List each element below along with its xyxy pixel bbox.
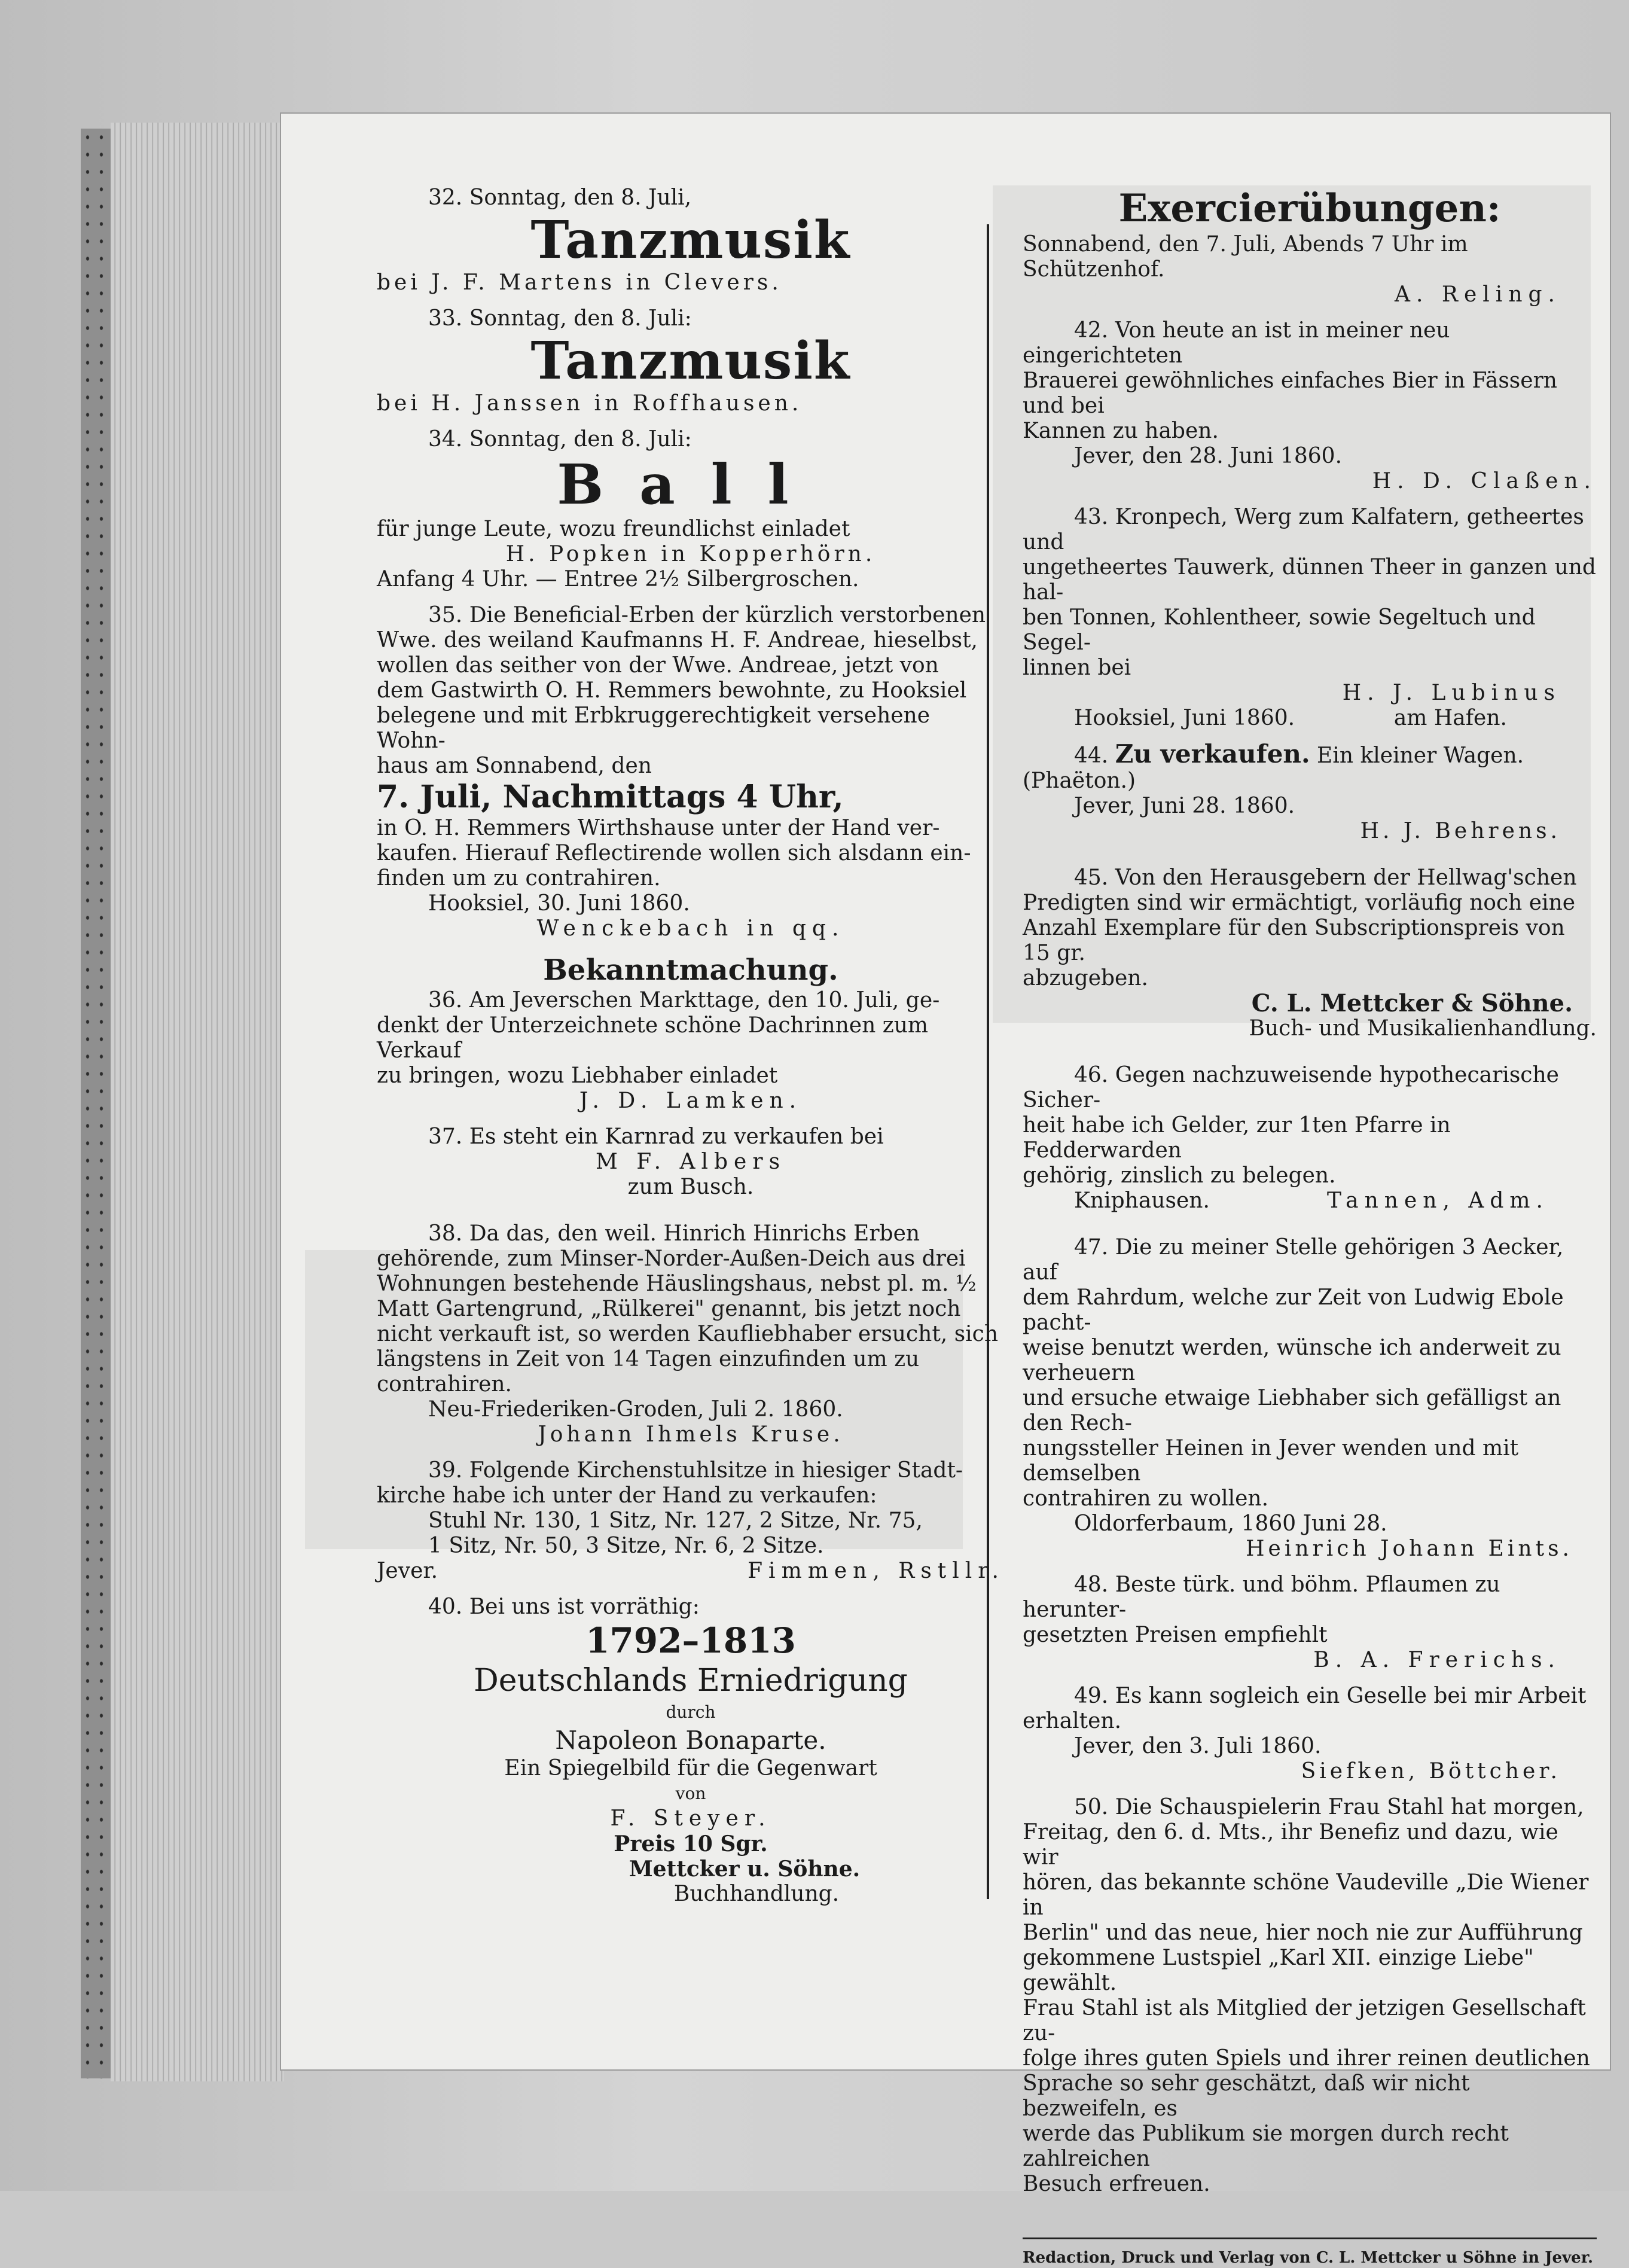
ad-line: werde das Publikum sie morgen durch recht zahlreichen	[1023, 2121, 1509, 2171]
ad-title: Bekanntmachung.	[543, 953, 838, 987]
ad-signature: Fimmen, Rstllr.	[748, 1559, 1005, 1583]
book-title: Deutschlands Erniedrigung	[474, 1663, 908, 1699]
ad-line: kaufen. Hierauf Reflectirende wollen sich alsdann ein-	[377, 841, 971, 865]
ad-place: am Hafen.	[1393, 706, 1507, 730]
ad-32	[377, 185, 1005, 295]
ad-line: H. Popken in Kopperhörn.	[505, 542, 876, 566]
ad-42	[1023, 318, 1597, 494]
ad-45	[1023, 865, 1597, 1041]
ad-line: gehörende, zum Minser-Norder-Außen-Deich aus drei	[377, 1246, 966, 1271]
ad-line: von	[675, 1784, 706, 1803]
ad-title: Tanzmusik	[530, 331, 851, 391]
ad-line: für junge Leute, wozu freundlichst einladet	[377, 517, 850, 541]
ad-line: 46. Gegen nachzuweisende hypothecarische Sicher-	[1023, 1063, 1559, 1112]
ad-36	[377, 952, 1005, 1114]
ad-place: Kniphausen.	[1074, 1188, 1210, 1213]
ad-line: Kannen zu haben.	[1023, 419, 1219, 443]
ad-signature: H. J. Lubinus	[1342, 681, 1561, 705]
ad-line: durch	[666, 1702, 716, 1722]
ad-line: und ersuche etwaige Liebhaber sich gefälligst an den Rech-	[1023, 1386, 1561, 1435]
ad-signature: Siefken, Böttcher.	[1301, 1759, 1561, 1784]
ad-place: Jever, den 28. Juni 1860.	[1074, 444, 1343, 468]
ad-line: linnen bei	[1023, 656, 1131, 680]
ad-33	[377, 306, 1005, 416]
ad-line: 45. Von den Herausgebern der Hellwag'schen	[1074, 865, 1577, 890]
ad-title: Tanzmusik	[530, 210, 851, 270]
ad-line: 47. Die zu meiner Stelle gehörigen 3 Aecker, auf	[1023, 1235, 1564, 1285]
ad-place: Jever, den 3. Juli 1860.	[1074, 1734, 1322, 1758]
ad-number: 44.	[1074, 743, 1109, 768]
ad-48	[1023, 1572, 1597, 1673]
ad-line: erhalten.	[1023, 1709, 1122, 1733]
ad-line: Sonnabend, den 7. Juli, Abends 7 Uhr im Schützenhof.	[1023, 232, 1468, 282]
ad-signature: A. Reling.	[1395, 282, 1561, 307]
newspaper-page	[281, 114, 1610, 2267]
ad-line: Besuch erfreuen.	[1023, 2172, 1210, 2196]
ad-signature: Johann Ihmels Kruse.	[538, 1422, 844, 1447]
ad-line: dem Rahrdum, welche zur Zeit von Ludwig Ebole pacht-	[1023, 1285, 1564, 1335]
ad-line: 50. Die Schauspielerin Frau Stahl hat morgen,	[1074, 1795, 1584, 1819]
ad-39	[377, 1458, 1005, 1584]
ad-47	[1023, 1235, 1597, 1562]
ad-38	[377, 1221, 1005, 1447]
right-column	[1023, 185, 1597, 2268]
ad-line: zu bringen, wozu Liebhaber einladet	[377, 1063, 778, 1088]
ad-line: bei J. F. Martens in Clevers.	[377, 270, 782, 295]
ad-signature: Buchhandlung.	[673, 1882, 840, 1906]
ad-40	[377, 1595, 1005, 1907]
ad-place: Neu-Friederiken-Groden, Juli 2. 1860.	[428, 1397, 843, 1422]
ad-line: Anfang 4 Uhr. — Entree 2½ Silbergroschen.	[377, 567, 859, 592]
ad-line: 35. Die Beneficial-Erben der kürzlich verstorbenen	[428, 603, 986, 627]
ad-line: 49. Es kann sogleich ein Geselle bei mir Arbeit	[1074, 1684, 1587, 1708]
ad-line: Buch- und Musikalienhandlung.	[1249, 1016, 1597, 1041]
ad-signature: Heinrich Johann Eints.	[1246, 1537, 1573, 1561]
ad-place: Jever, Juni 28. 1860.	[1074, 794, 1295, 818]
page-stack	[111, 123, 284, 2081]
ad-line: Wwe. des weiland Kaufmanns H. F. Andreae, hieselbst,	[377, 628, 978, 653]
ad-signature: C. L. Mettcker & Söhne.	[1251, 989, 1573, 1017]
ad-line: 1 Sitz, Nr. 50, 3 Sitze, Nr. 6, 2 Sitze.	[428, 1534, 824, 1558]
ad-line: belegene und mit Erbkruggerechtigkeit versehene Wohn-	[377, 703, 931, 753]
ad-title: Exercierübungen:	[1118, 186, 1501, 231]
ad-line: 32. Sonntag, den 8. Juli,	[428, 185, 692, 210]
ad-line: weise benutzt werden, wünsche ich anderweit zu verheuern	[1023, 1336, 1561, 1385]
ad-50	[1023, 1795, 1597, 2197]
ad-line: 38. Da das, den weil. Hinrich Hinrichs Erben	[428, 1221, 920, 1246]
ad-line: Freitag, den 6. d. Mts., ihr Benefiz und dazu, wie wir	[1023, 1820, 1558, 1870]
ad-line: 43. Kronpech, Werg zum Kalfatern, getheertes und	[1023, 505, 1584, 554]
ad-37	[377, 1124, 1005, 1200]
ad-signature: J. D. Lamken.	[579, 1089, 803, 1113]
ad-place: Jever.	[377, 1559, 438, 1583]
ad-line: 42. Von heute an ist in meiner neu eingerichteten	[1023, 318, 1450, 368]
ad-line: nicht verkauft ist, so werden Kaufliebhaber ersucht, sich	[377, 1322, 999, 1346]
ad-line: 33. Sonntag, den 8. Juli:	[428, 306, 692, 331]
book-author: F. Steyer.	[610, 1806, 771, 1831]
ad-44	[1023, 739, 1597, 844]
left-column	[377, 185, 1005, 1907]
ad-line: zum Busch.	[627, 1175, 754, 1199]
ad-35	[377, 603, 1005, 941]
ad-signature: B. A. Frerichs.	[1313, 1648, 1561, 1672]
ad-line: nungssteller Heinen in Jever wenden und mit demselben	[1023, 1436, 1519, 1486]
ad-line: (Phaëton.)	[1023, 769, 1136, 793]
ad-signature: Mettcker u. Söhne.	[629, 1857, 861, 1882]
book-years: 1792–1813	[585, 1620, 796, 1661]
book-price: Preis 10 Sgr.	[614, 1831, 768, 1857]
ad-line: denkt der Unterzeichnete schöne Dachrinnen zum Verkauf	[377, 1013, 929, 1063]
ad-line: gekommene Lustspiel „Karl XII. einzige Liebe" gewählt.	[1023, 1946, 1534, 1995]
ad-line: ben Tonnen, Kohlentheer, sowie Segeltuch und Segel-	[1023, 605, 1536, 655]
ad-signature: H. J. Behrens.	[1360, 819, 1561, 843]
ad-line: contrahiren zu wollen.	[1023, 1486, 1269, 1511]
ad-line: folge ihres guten Spiels und ihrer reinen deutlichen	[1023, 2046, 1590, 2071]
ad-line: finden um zu contrahiren.	[377, 866, 661, 891]
ad-43	[1023, 505, 1597, 731]
imprint: Redaction, Druck und Verlag von C. L. Mettcker u Söhne in Jever.	[1023, 2249, 1594, 2267]
ad-signature: H. D. Claßen.	[1372, 469, 1597, 493]
ad-title: Ball	[557, 452, 825, 517]
ad-line: abzugeben.	[1023, 966, 1148, 990]
ad-line: wollen das seither von der Wwe. Andreae, jetzt von	[377, 653, 939, 678]
ad-line: 34. Sonntag, den 8. Juli:	[428, 427, 692, 452]
ad-signature: Tannen, Adm.	[1326, 1188, 1549, 1213]
book-subject: Napoleon Bonaparte.	[555, 1726, 826, 1755]
ad-line: Wohnungen bestehende Häuslingshaus, nebst pl. m. ½	[377, 1272, 977, 1296]
ad-exercier	[1023, 185, 1597, 307]
ad-line: hören, das bekannte schöne Vaudeville „Die Wiener in	[1023, 1870, 1589, 1920]
ad-line: in O. H. Remmers Wirthshause unter der Hand ver-	[377, 816, 940, 840]
ad-line: Predigten sind wir ermächtigt, vorläufig noch eine	[1023, 891, 1576, 915]
ad-line: bei H. Janssen in Roffhausen.	[377, 391, 803, 416]
ad-line: 36. Am Jeverschen Markttage, den 10. Juli, ge-	[428, 988, 940, 1013]
ad-49	[1023, 1684, 1597, 1784]
ad-46	[1023, 1063, 1597, 1214]
ad-line: ungetheertes Tauwerk, dünnen Theer in ganzen und hal-	[1023, 555, 1596, 605]
ad-line: 37. Es steht ein Karnrad zu verkaufen bei	[428, 1124, 884, 1149]
imprint-rule	[1023, 2237, 1597, 2239]
ad-line: kirche habe ich unter der Hand zu verkaufen:	[377, 1483, 877, 1508]
ad-line: heit habe ich Gelder, zur 1ten Pfarre in Fedderwarden	[1023, 1113, 1451, 1163]
ad-line: Berlin" und das neue, hier noch nie zur Aufführung	[1023, 1921, 1583, 1945]
ad-line: Ein Spiegelbild für die Gegenwart	[504, 1756, 877, 1781]
ad-place: Hooksiel, Juni 1860.	[1074, 706, 1295, 730]
ad-line: 48. Beste türk. und böhm. Pflaumen zu herunter-	[1023, 1572, 1500, 1622]
ad-place: Oldorferbaum, 1860 Juni 28.	[1074, 1511, 1387, 1536]
ad-line: gesetzten Preisen empfiehlt	[1023, 1623, 1328, 1647]
ad-line: contrahiren.	[377, 1372, 513, 1397]
ad-34	[377, 427, 1005, 592]
ad-date: 7. Juli, Nachmittags 4 Uhr,	[377, 779, 844, 815]
ad-place: Hooksiel, 30. Juni 1860.	[428, 891, 690, 916]
ad-line: längstens in Zeit von 14 Tagen einzufinden um zu	[377, 1347, 920, 1371]
ad-line: Frau Stahl ist als Mitglied der jetzigen Gesellschaft zu-	[1023, 1996, 1586, 2046]
ad-signature: M F. Albers	[595, 1150, 786, 1174]
ad-line: Brauerei gewöhnliches einfaches Bier in Fässern und bei	[1023, 368, 1557, 418]
ad-line: Sprache so sehr geschätzt, daß wir nicht bezweifeln, es	[1023, 2071, 1470, 2121]
ad-line: Ein kleiner Wagen.	[1317, 743, 1524, 768]
ad-signature: Wenckebach in qq.	[536, 916, 845, 941]
ad-line: dem Gastwirth O. H. Remmers bewohnte, zu Hooksiel	[377, 678, 967, 703]
ad-line: Stuhl Nr. 130, 1 Sitz, Nr. 127, 2 Sitze, Nr. 75,	[428, 1508, 923, 1533]
ad-heading: Zu verkaufen.	[1115, 739, 1310, 769]
ad-line: haus am Sonnabend, den	[377, 754, 652, 778]
ad-line: gehörig, zinslich zu belegen.	[1023, 1163, 1336, 1188]
ad-line: 39. Folgende Kirchenstuhlsitze in hiesiger Stadt-	[428, 1458, 963, 1483]
ad-line: 40. Bei uns ist vorräthig:	[428, 1595, 700, 1619]
ad-line: Matt Gartengrund, „Rülkerei" genannt, bis jetzt noch	[377, 1297, 961, 1321]
ad-line: Anzahl Exemplare für den Subscriptionspreis von 15 gr.	[1023, 916, 1565, 965]
